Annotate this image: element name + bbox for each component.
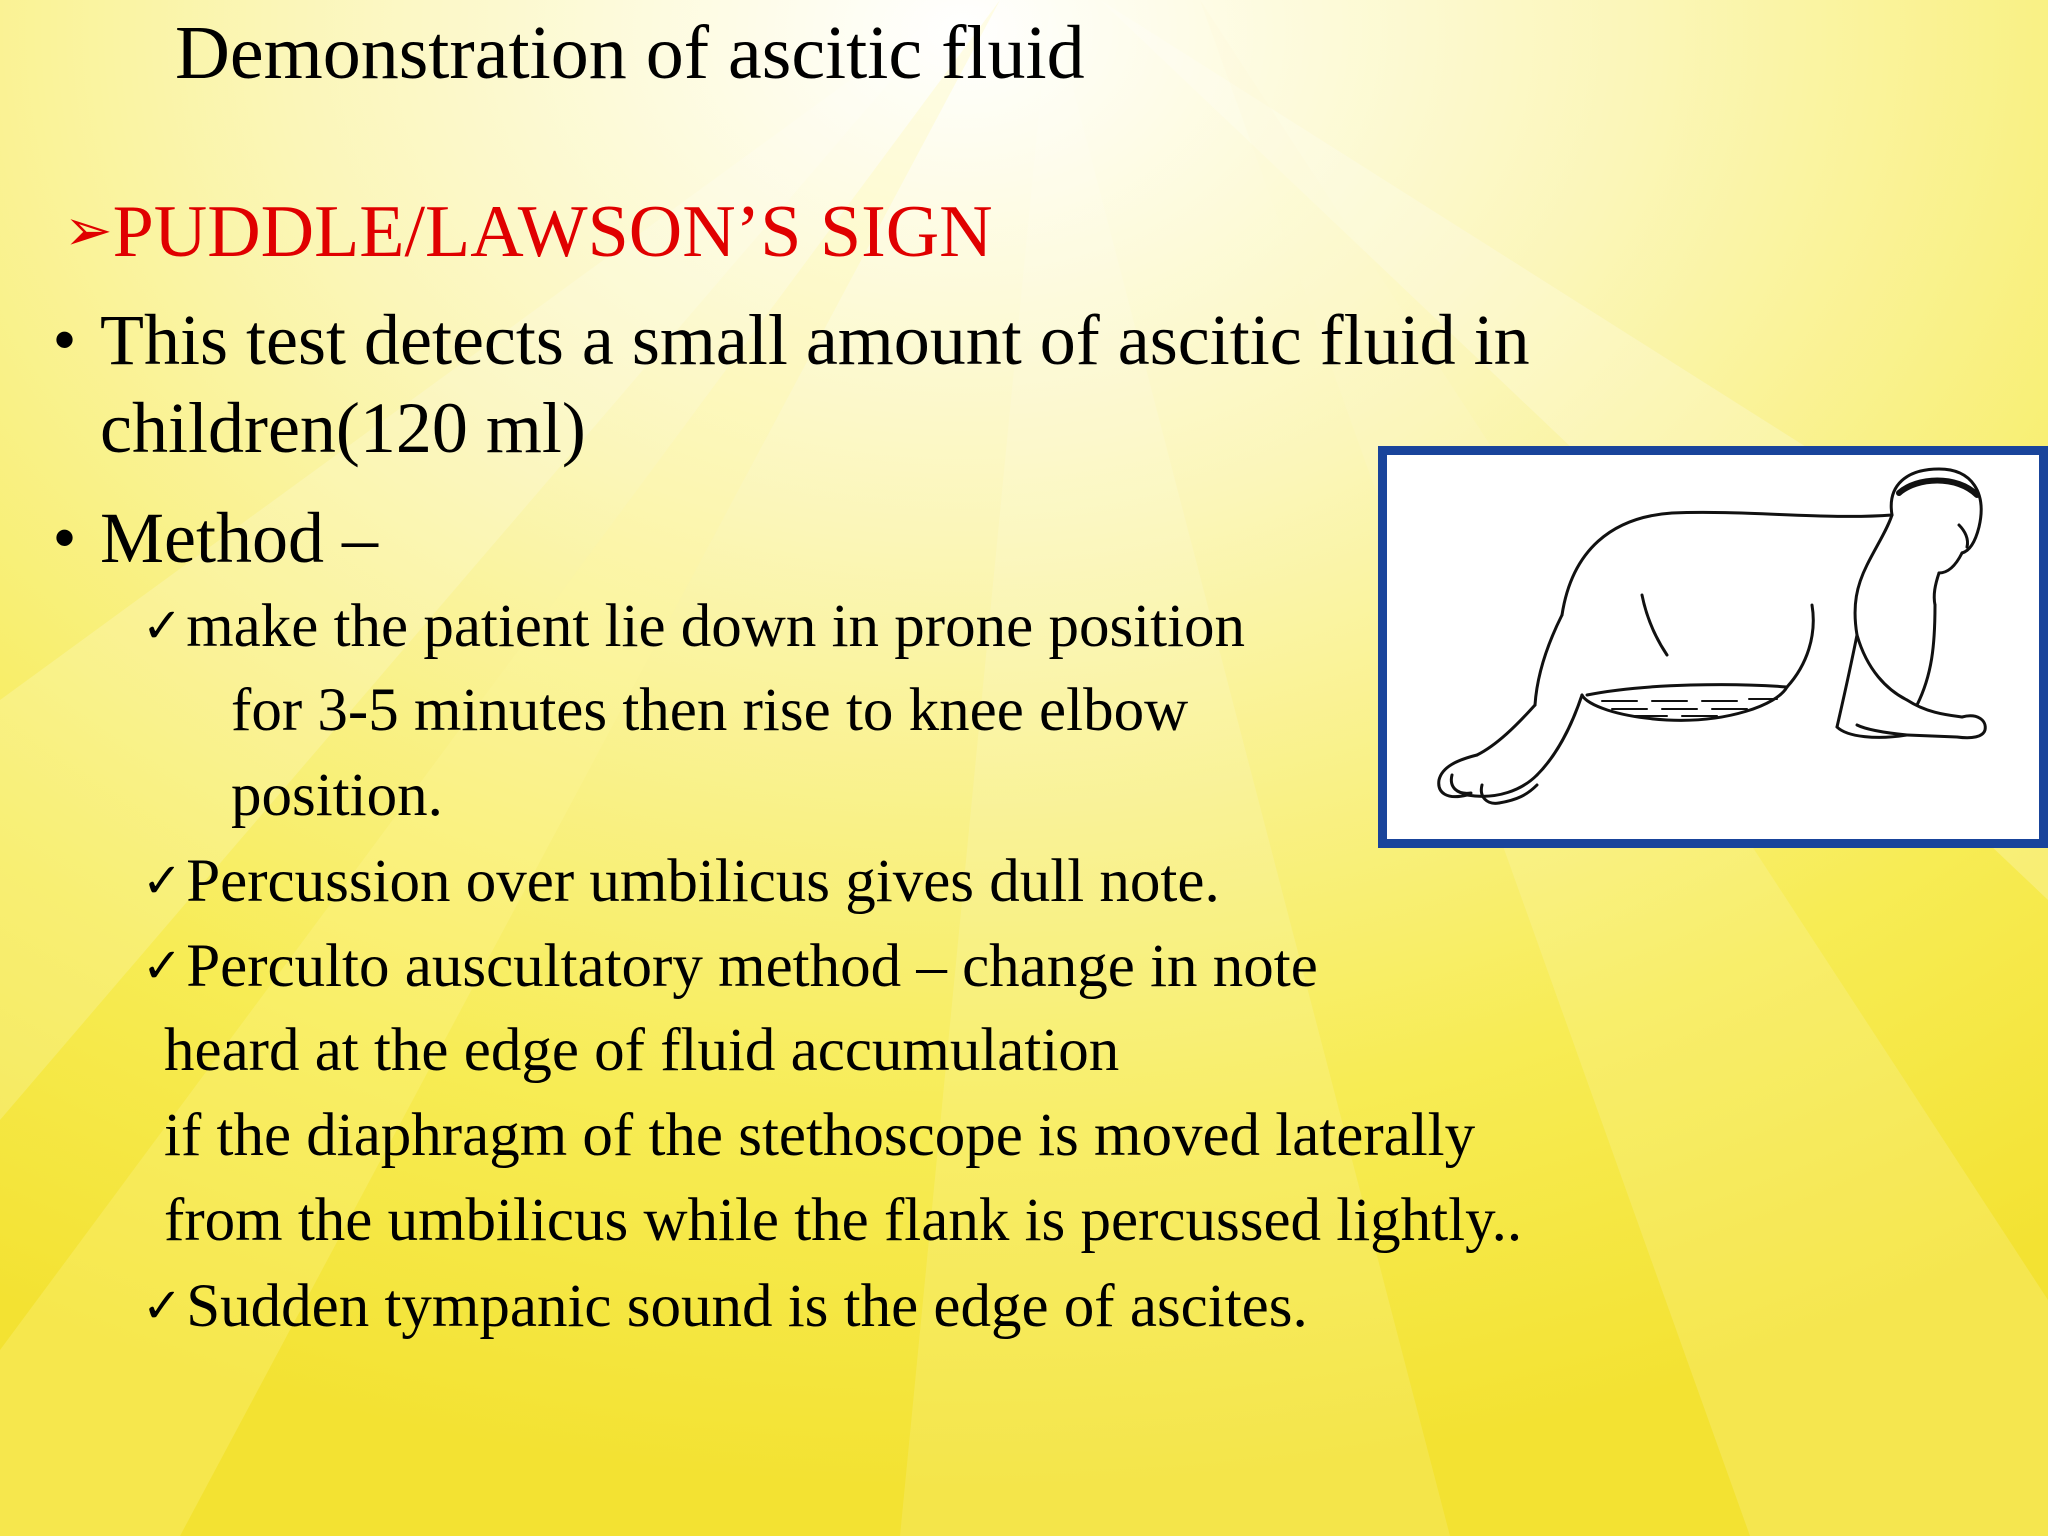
patient-drawing bbox=[1387, 455, 2039, 839]
knee-elbow-position-illustration bbox=[1378, 446, 2048, 848]
step1-line1: ✓make the patient lie down in prone position bbox=[142, 593, 1246, 660]
checkmark-icon: ✓ bbox=[142, 938, 183, 994]
checkmark-icon: ✓ bbox=[142, 853, 183, 909]
step3-line4: from the umbilicus while the flank is percussed lightly.. bbox=[164, 1187, 1523, 1254]
step3-line1: ✓Perculto auscultatory method – change in note bbox=[142, 933, 1318, 1000]
step1-line2: for 3-5 minutes then rise to knee elbow bbox=[231, 677, 1189, 744]
bullet-description-line1: This test detects a small amount of ascitic fluid in bbox=[100, 300, 1530, 380]
bullet-description-line2: children(120 ml) bbox=[100, 388, 586, 468]
checkmark-icon: ✓ bbox=[142, 598, 183, 654]
arrow-bullet-icon: ➢ bbox=[64, 196, 113, 264]
heading-text: PUDDLE/LAWSON’S SIGN bbox=[112, 191, 993, 273]
bullet-method bbox=[54, 494, 378, 582]
step4-line: ✓Sudden tympanic sound is the edge of ascites. bbox=[142, 1273, 1308, 1340]
bullet-description bbox=[54, 296, 1530, 472]
bullet-method-text: Method – bbox=[100, 498, 378, 578]
section-heading bbox=[64, 188, 993, 277]
checkmark-icon: ✓ bbox=[142, 1278, 183, 1334]
step3-line2: heard at the edge of fluid accumulation bbox=[164, 1017, 1120, 1084]
step1-line3: position. bbox=[231, 762, 443, 829]
bullet-dot-icon: • bbox=[54, 306, 76, 373]
step2-line: ✓Percussion over umbilicus gives dull note. bbox=[142, 848, 1220, 915]
slide-title: Demonstration of ascitic fluid bbox=[175, 11, 1085, 95]
step3-line3: if the diaphragm of the stethoscope is moved laterally bbox=[164, 1102, 1476, 1169]
bullet-dot-icon: • bbox=[54, 504, 76, 571]
